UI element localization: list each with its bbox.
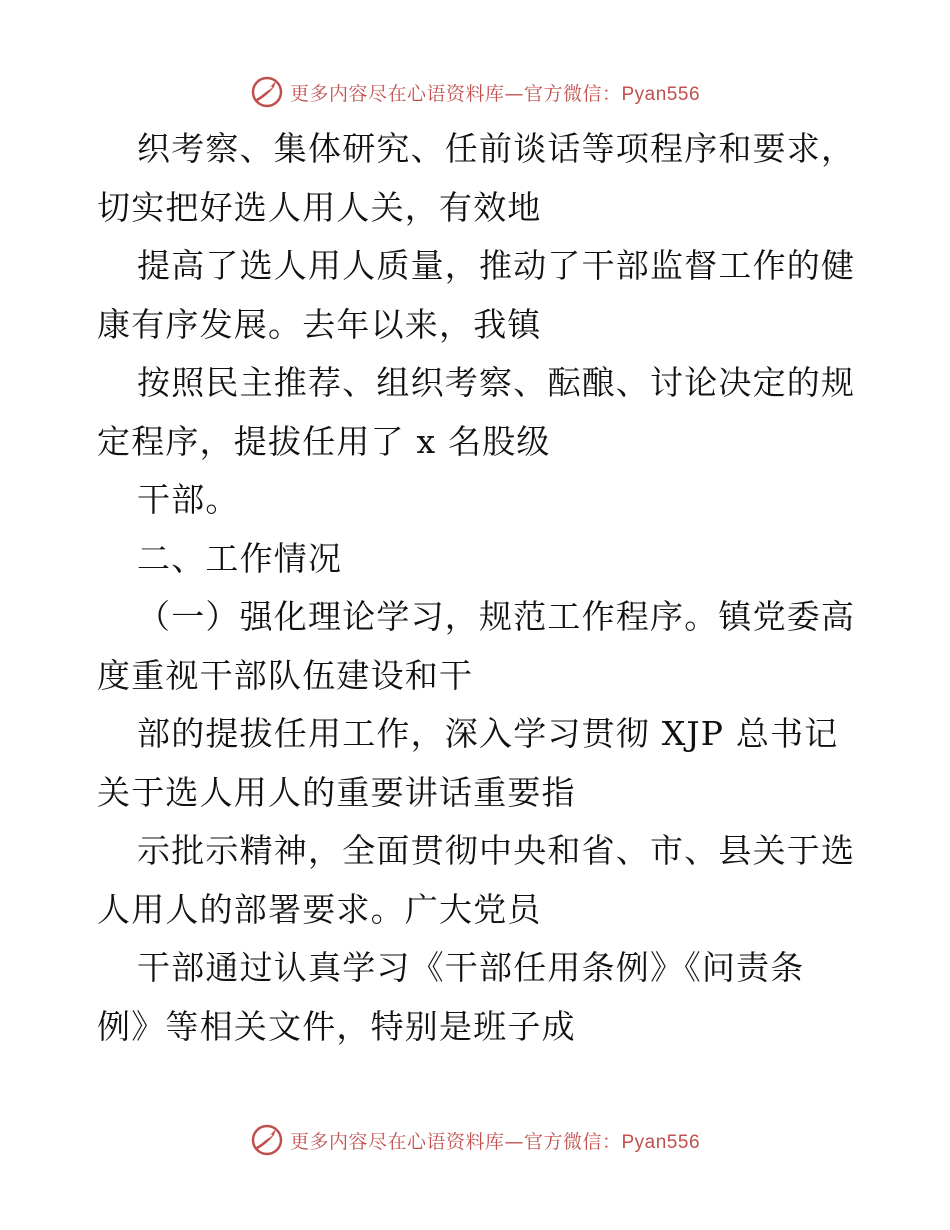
footer-banner-dash: — bbox=[504, 1130, 524, 1153]
text-line: 切实把好选人用人关，有效地 bbox=[97, 187, 542, 227]
text-line: 示批示精神，全面贯彻中央和省、市、县关于选 bbox=[137, 831, 856, 870]
header-banner-title: 更多内容尽在心语资料库 bbox=[289, 82, 505, 105]
footer-banner-text bbox=[290, 1127, 700, 1154]
text-line: 部的提拔任用工作，深入学习贯彻 XJP 总书记 bbox=[137, 714, 839, 753]
text-line: 提高了选人用人质量，推动了干部监督工作的健 bbox=[137, 246, 856, 285]
footer-watermark-banner bbox=[0, 1120, 950, 1160]
section-heading: 二、工作情况 bbox=[137, 538, 343, 578]
text-line: 按照民主推荐、组织考察、酝酿、讨论决定的规 bbox=[137, 363, 856, 402]
pen-logo-icon bbox=[250, 75, 284, 109]
header-banner-dash: — bbox=[504, 82, 524, 105]
footer-banner-title: 更多内容尽在心语资料库 bbox=[289, 1130, 505, 1153]
text-line: 干部。 bbox=[137, 480, 240, 519]
text-line: 康有序发展。去年以来，我镇 bbox=[97, 304, 542, 344]
footer-wechat-id: Pyan556 bbox=[621, 1131, 701, 1153]
header-wechat-id: Pyan556 bbox=[621, 83, 701, 105]
header-banner-text bbox=[290, 79, 700, 106]
header-watermark-banner bbox=[0, 72, 950, 112]
text-line: 例》等相关文件，特别是班子成 bbox=[97, 1006, 576, 1046]
text-line: 定程序，提拔任用了 x 名股级 bbox=[97, 421, 551, 461]
document-body bbox=[97, 120, 867, 1056]
pen-logo-icon bbox=[250, 1123, 284, 1157]
text-line: 度重视干部队伍建设和干 bbox=[97, 655, 474, 695]
header-wechat-label: 官方微信： bbox=[523, 82, 622, 105]
footer-wechat-label: 官方微信： bbox=[523, 1130, 622, 1153]
text-line: （一）强化理论学习，规范工作程序。镇党委高 bbox=[137, 597, 856, 636]
text-line: 关于选人用人的重要讲话重要指 bbox=[97, 772, 576, 812]
text-line: 干部通过认真学习《干部任用条例》《问责条 bbox=[137, 948, 805, 987]
text-line: 织考察、集体研究、任前谈话等项程序和要求， bbox=[137, 129, 856, 168]
text-line: 人用人的部署要求。广大党员 bbox=[97, 889, 542, 929]
